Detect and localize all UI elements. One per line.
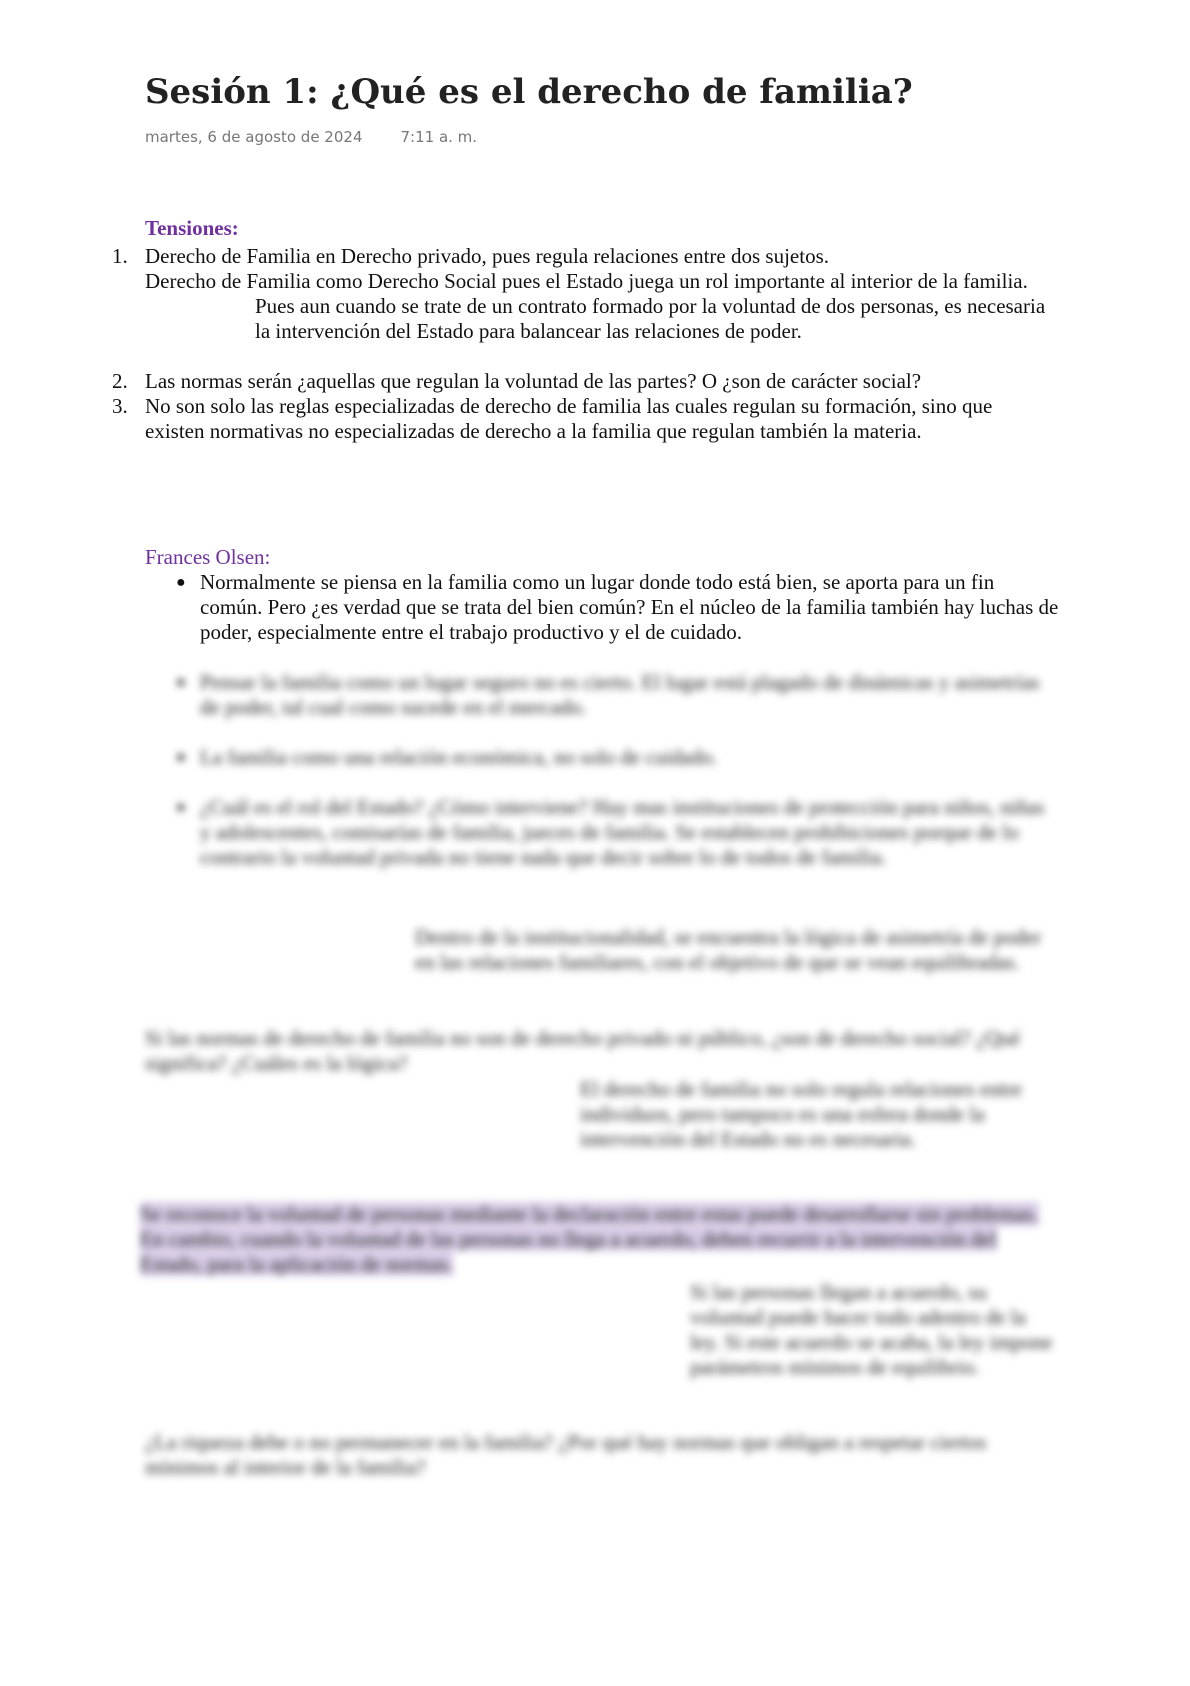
indented-note: Dentro de la institucionalidad, se encuentra la lógica de asimetría de poder en las relaciones familiares, con el objetivo de que se vean equilibradas. [415, 925, 1042, 974]
list-item-line: Derecho de Familia en Derecho privado, pues regula relaciones entre dos sujetos. [145, 244, 829, 268]
page-time: 7:11 a. m. [400, 128, 478, 146]
page-title: Sesión 1: ¿Qué es el derecho de familia? [145, 72, 913, 112]
list-number: 2. [112, 369, 128, 393]
highlighted-text: Se reconoce la voluntad de personas mediante la declaración entre estas puede desarrollarse sin problemas. En cambio, cuando la voluntad de las personas no llega a acuerdo, deben recurrir a la intervención del Estado, para la aplicación de normas. [140, 1202, 1039, 1276]
list-item [176, 670, 1060, 720]
closing-final-question: ¿La riqueza debe o no permanecer en la familia? ¿Por qué hay normas que obligan a respetar ciertos mínimos al interior de la familia? [145, 1430, 987, 1479]
list-item-text: Normalmente se piensa en la familia como un lugar donde todo está bien, se aporta para un fin común. Pero ¿es verdad que se trata del bien común? En el núcleo de la familia también hay luchas de poder, especialmente entre el trabajo productivo y el de cuidado. [200, 570, 1059, 644]
highlighted-paragraph [140, 1202, 1060, 1277]
list-item-line: Las normas serán ¿aquellas que regulan la voluntad de las partes? O ¿son de carácter social? [145, 369, 922, 393]
list-number: 3. [112, 394, 128, 418]
list-item [112, 244, 1050, 369]
bullet-icon: ● [176, 799, 186, 816]
list-item [176, 745, 1060, 770]
list-item-line: Derecho de Familia como Derecho Social pues el Estado juega un rol importante al interior de la familia. [145, 269, 1028, 293]
list-item-text: ¿Cuál es el rol del Estado? ¿Cómo interviene? Hay mas instituciones de protección para niños, niñas y adolescentes, comisarías de familia, jueces de familia. Se establecen prohibiciones porque de lo contrario la voluntad privada no tiene nada que decir sobre lo de todos de familia. [200, 795, 1045, 869]
page-date: martes, 6 de agosto de 2024 [145, 128, 363, 146]
olsen-heading: Frances Olsen: [145, 545, 271, 569]
list-item [112, 369, 1050, 394]
list-item [176, 570, 1060, 645]
list-item-text: La familia como una relación económica, no solo de cuidado. [200, 745, 718, 769]
page-meta [145, 128, 477, 146]
bullet-icon: ● [176, 749, 186, 766]
closing-answer-2: Si las personas llegan a acuerdo, su voluntad puede hacer todo adentro de la ley. Si este acuerdo se acaba, la ley impone parámetros mínimos de equilibrio. [690, 1280, 1053, 1379]
list-item-text: Pensar la familia como un lugar seguro no es cierto. El lugar está plagado de dinámicas y asimetrías de poder, tal cual como sucede en el mercado. [200, 670, 1040, 719]
list-number: 1. [112, 244, 128, 268]
tensions-list [112, 244, 1050, 444]
bullet-icon: ● [176, 674, 186, 691]
bullet-icon: ● [176, 574, 186, 591]
tensions-heading: Tensiones: [145, 216, 239, 240]
closing-answer: El derecho de familia no solo regula relaciones entre individuos, pero tampoco es una esfera donde la intervención del Estado no es necesaria. [580, 1077, 1022, 1151]
closing-question: Si las normas de derecho de familia no son de derecho privado ni público, ¿son de derecho social? ¿Qué significa? ¿Cuáles es la lógica? [145, 1026, 1021, 1075]
list-item [112, 394, 1050, 444]
list-item [176, 795, 1060, 870]
olsen-list [176, 570, 1060, 870]
list-item-line: No son solo las reglas especializadas de derecho de familia las cuales regulan su formación, sino que existen normativas no especializadas de derecho a la familia que regulan también la materia. [145, 394, 993, 443]
indented-note: Pues aun cuando se trate de un contrato formado por la voluntad de dos personas, es necesaria la intervención del Estado para balancear las relaciones de poder. [255, 294, 1046, 343]
